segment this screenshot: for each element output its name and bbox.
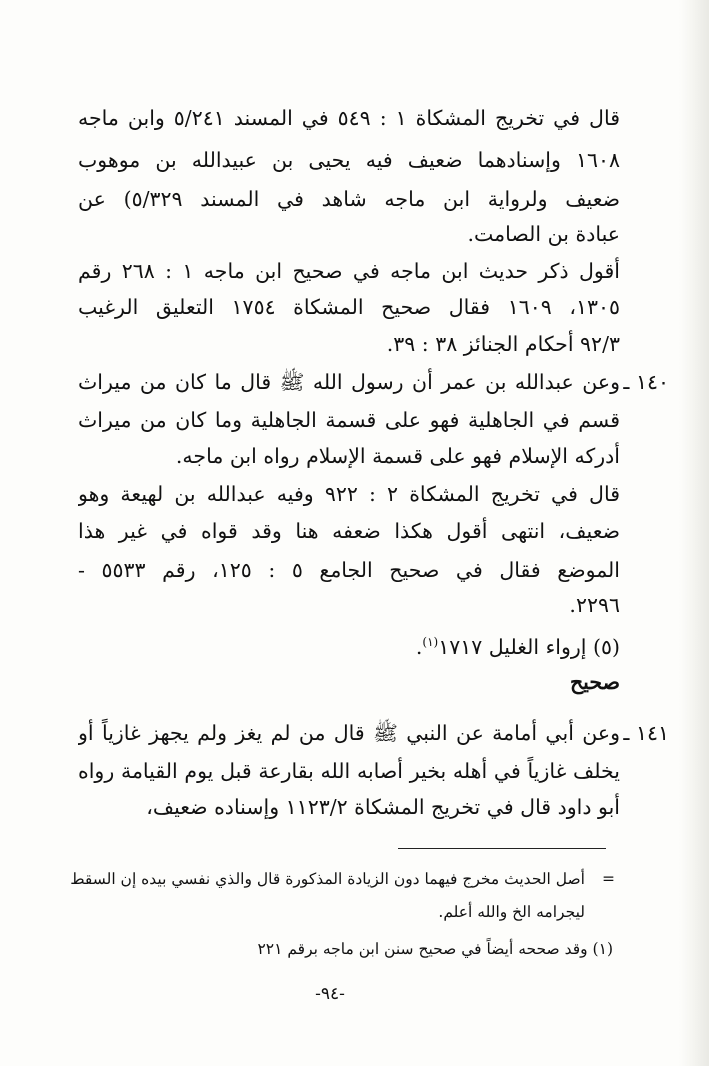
footnote-separator	[398, 848, 606, 849]
footnote-continuation: أصل الحديث مخرج فيهما دون الزيادة المذكورة قال والذي نفسي بيده إن السقط	[70, 870, 585, 888]
text-line: ٩٢/٣ أحكام الجنائز ٣٨ : ٣٩.	[386, 332, 620, 356]
text-line: الموضع فقال في صحيح الجامع ٥ : ١٢٥، رقم ٥٥٣٣ -	[78, 558, 620, 582]
text-line: قال في تخريج المشكاة ٢ : ٩٢٢ وفيه عبدالله بن لهيعة وهو	[78, 482, 620, 506]
irwa-tail: .	[415, 634, 423, 659]
text-line: قال في تخريج المشكاة ١ : ٥٤٩ في المسند ٥/٢٤١ وابن ماجه	[78, 106, 620, 130]
hadith-number: ١٤١ ـ	[623, 721, 669, 745]
grade-label: صحيح	[569, 670, 620, 694]
continuation-mark: =	[602, 870, 615, 888]
hadith-number: ١٤٠ ـ	[623, 370, 669, 394]
text-line: ضعيف، انتهى أقول هكذا ضعفه هنا وقد قواه في غير هذا	[78, 519, 620, 543]
text-line: يخلف غازياً في أهله بخير أصابه الله بقارعة قبل يوم القيامة رواه	[78, 759, 620, 783]
text-line: ٢٢٩٦.	[569, 593, 620, 617]
footnote-continuation: ليجرامه الخ والله أعلم.	[438, 903, 585, 921]
footnote-ref-1: (١)	[422, 635, 439, 649]
text-line: عبادة بن الصامت.	[467, 222, 620, 246]
text-line: ١٦٠٨ وإسنادهما ضعيف فيه يحيى بن عبيدالله بن موهوب	[78, 148, 620, 172]
irwa-reference	[416, 622, 620, 667]
text-line: قسم في الجاهلية فهو على قسمة الجاهلية وما كان من ميراث	[78, 408, 620, 432]
page-edge-shadow	[679, 0, 709, 1066]
page-number: -٩٤-	[315, 984, 345, 1004]
text-line: أقول ذكر حديث ابن ماجه في صحيح ابن ماجه ١ : ٢٦٨ رقم	[78, 259, 620, 283]
text-line: ١٣٠٥، ١٦٠٩ فقال صحيح المشكاة ١٧٥٤ التعليق الرغيب	[78, 295, 620, 319]
footnote-1: (١) وقد صححه أيضاً في صحيح سنن ابن ماجه برقم ٢٢١	[257, 940, 613, 958]
irwa-text: (٥) إرواء الغليل ١٧١٧	[438, 634, 620, 659]
text-line: أبو داود قال في تخريج المشكاة ١١٢٣/٢ وإسناده ضعيف،	[146, 795, 620, 819]
text-line: وعن أبي أمامة عن النبي ﷺ قال من لم يغز ولم يجهز غازياً أو	[78, 721, 620, 745]
text-line: ضعيف ولرواية ابن ماجه شاهد في المسند ٥/٣٢٩) عن	[78, 187, 620, 211]
text-line: وعن عبدالله بن عمر أن رسول الله ﷺ قال ما كان من ميراث	[78, 370, 620, 394]
text-line: أدركه الإسلام فهو على قسمة الإسلام رواه ابن ماجه.	[175, 444, 620, 468]
